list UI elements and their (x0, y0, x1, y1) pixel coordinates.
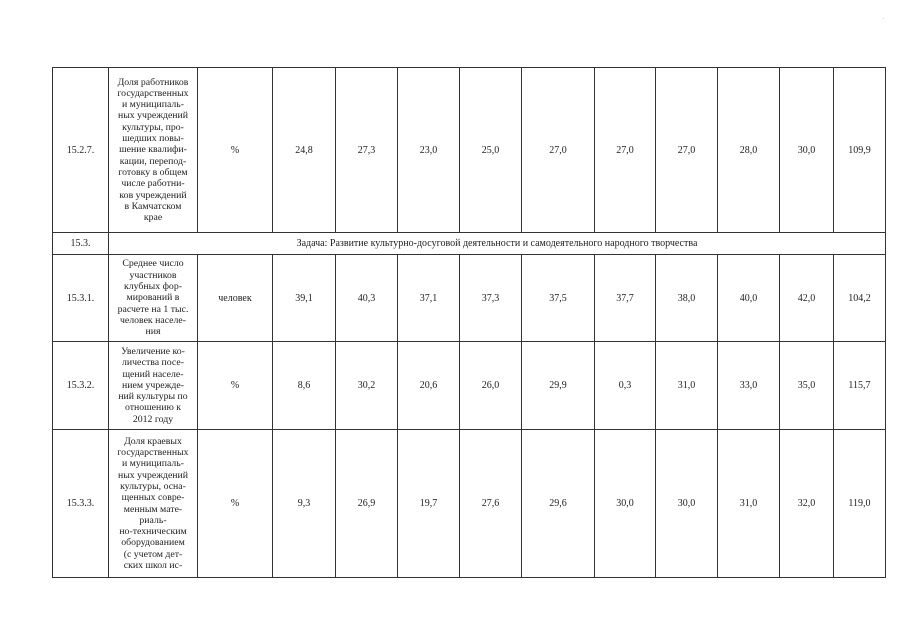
row-code: 15.3.3. (53, 430, 109, 578)
value-cell: 31,0 (656, 342, 718, 430)
value-cell: 30,2 (336, 342, 398, 430)
task-row (53, 233, 886, 255)
table-row (53, 342, 886, 430)
row-code: 15.2.7. (53, 68, 109, 233)
value-cell: 32,0 (780, 430, 834, 578)
value-cell: 27,3 (336, 68, 398, 233)
value-cell: 27,0 (522, 68, 595, 233)
indicator-name: Среднее число участников клубных фор- мирований в расчете на 1 тыс. человек населе- ния (109, 255, 198, 342)
value-cell: 119,0 (834, 430, 886, 578)
value-cell: 37,7 (595, 255, 656, 342)
table-row (53, 68, 886, 233)
task-title: Задача: Развитие культурно-досуговой деятельности и самодеятельного народного творчества (109, 233, 886, 255)
unit-cell: % (198, 68, 273, 233)
value-cell: 33,0 (718, 342, 780, 430)
value-cell: 8,6 (273, 342, 336, 430)
row-code: 15.3.2. (53, 342, 109, 430)
value-cell: 30,0 (780, 68, 834, 233)
unit-cell: % (198, 342, 273, 430)
value-cell: 104,2 (834, 255, 886, 342)
value-cell: 27,0 (656, 68, 718, 233)
value-cell: 19,7 (398, 430, 460, 578)
value-cell: 109,9 (834, 68, 886, 233)
value-cell: 25,0 (460, 68, 522, 233)
value-cell: 24,8 (273, 68, 336, 233)
value-cell: 0,3 (595, 342, 656, 430)
table-row (53, 430, 886, 578)
value-cell: 39,1 (273, 255, 336, 342)
row-code: 15.3.1. (53, 255, 109, 342)
value-cell: 40,0 (718, 255, 780, 342)
value-cell: 37,1 (398, 255, 460, 342)
indicator-name: Доля работников государственных и муниципаль- ных учреждений культуры, про- шедших повы- шение квалифи- кации, перепод- готовку в общем числе работни- ков учреждений в Камчатском крае (109, 68, 198, 233)
value-cell: 23,0 (398, 68, 460, 233)
value-cell: 29,9 (522, 342, 595, 430)
value-cell: 27,0 (595, 68, 656, 233)
value-cell: 20,6 (398, 342, 460, 430)
value-cell: 37,3 (460, 255, 522, 342)
value-cell: 28,0 (718, 68, 780, 233)
value-cell: 35,0 (780, 342, 834, 430)
value-cell: 26,0 (460, 342, 522, 430)
value-cell: 30,0 (595, 430, 656, 578)
value-cell: 9,3 (273, 430, 336, 578)
value-cell: 30,0 (656, 430, 718, 578)
unit-cell: человек (198, 255, 273, 342)
row-code: 15.3. (53, 233, 109, 255)
value-cell: 38,0 (656, 255, 718, 342)
value-cell: 42,0 (780, 255, 834, 342)
value-cell: 26,9 (336, 430, 398, 578)
table-row (53, 255, 886, 342)
scan-mark: . (883, 15, 885, 21)
value-cell: 40,3 (336, 255, 398, 342)
value-cell: 27,6 (460, 430, 522, 578)
value-cell: 29,6 (522, 430, 595, 578)
indicators-table (52, 67, 886, 578)
value-cell: 115,7 (834, 342, 886, 430)
indicator-name: Доля краевых государственных и муниципаль- ных учреждений культуры, осна- щенных совре- менным мате- риаль- но-техническим оборудованием (с учетом дет- ских школ ис- (109, 430, 198, 578)
value-cell: 37,5 (522, 255, 595, 342)
value-cell: 31,0 (718, 430, 780, 578)
unit-cell: % (198, 430, 273, 578)
indicator-name: Увеличение ко- личества посе- щений населе- нием учрежде- ний культуры по отношению к 2012 году (109, 342, 198, 430)
